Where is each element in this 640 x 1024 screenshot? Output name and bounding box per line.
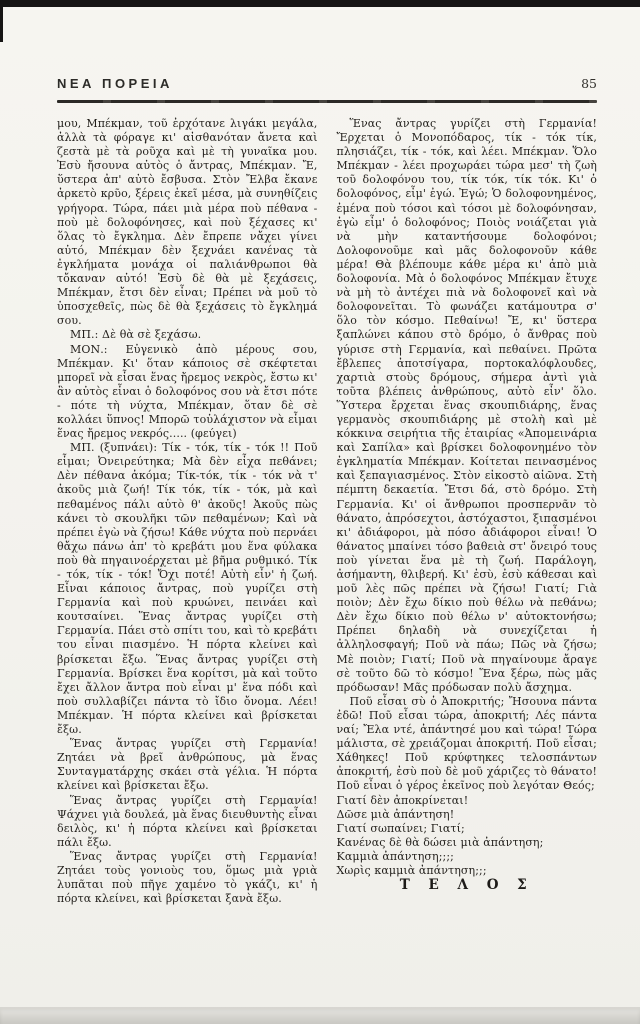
paragraph: Ἕνας ἄντρας γυρίζει στὴ Γερμανία! Ἔρχεται ὁ Μονοπόδαρος, τίκ - τόκ τίκ, πλησιάζει, τίκ - τόκ, καὶ λέει. Μπέκμαν. Ὅλο Μπέκμαν - λέει προχωράει τώρα μεσ' τὴ ζωὴ τοῦ δολοφόνου του, τίκ τόκ, τίκ τόκ. Κι' ὁ δολοφόνος, εἶμ' ἐγώ. Ἐγώ; Ὁ δολοφονημένος, ἐμένα ποὺ τόσοι καὶ τόσοι μὲ δολοφόνησαν, ἐγὼ εἶμ' ὁ δολοφόνος; Ποιὸς νοιάζεται γιὰ νὰ μὴν καταντήσουμε δολοφόνοι; Δολοφονοῦμε καὶ μᾶς δολοφονοῦν κάθε μέρα! Θὰ βλέπουμε κάθε μέρα κι' ἀπὸ μιὰ δολοφονία. Μὰ ὁ δολοφόνος Μπέκμαν ἔτυχε νὰ μὴ τὸ ἀντέχει πιὰ νὰ δολοφονεῖ καὶ νὰ δολοφονεῖται. Τὸ φωνάζει κατάμουτρα σ' ὅλο τὸν κόσμο. Πεθαίνω! Ἔ, κι' ὕστερα ξαπλώνει κάπου στὸ δρόμο, ὁ ἄνθρας ποὺ γύρισε στὴ Γερμανία, καὶ πεθαίνει. Πρῶτα ἔβλεπες ἀποτσίγαρα, πορτοκαλόφλουδες, χαρτιὰ στοὺς δρόμους, σήμερα ἀντὶ γιὰ τοῦτα βλέπεις ἀνθρώπους, αὐτὸ εἶν' ὅλο. Ὕστερα ἔρχεται ἕνας σκουπιδιάρης, ἕνας γερμανὸς σκουπιδιάρης μὲ στολὴ καὶ μὲ κόκκινα σειρήτια τῆς ἑταιρίας «Ἀπομεινάρια καὶ Σαπίλα» καὶ βρίσκει δολοφονημένο τὸν ἐγκληματία Μπέκμαν. Κοίτεται πεινασμένος καὶ ξεπαγιασμένος. Στὸν εἰκοστὸ αἰῶνα. Στὴ πέμπτη δεκαετία. Ἔτσι δά, στὸ δρόμο. Στὴ Γερμανία. Κι' οἱ ἄνθρωποι προσπερνᾶν τὸ θάνατο, ἀπρόσεχτοι, ἀστόχαστοι, ξιπασμένοι κι' ἀδιάφοροι, μὰ πόσο ἀδιάφοροι εἶναι! Ὁ θάνατος μπαίνει τόσο βαθειὰ στ' ὄνειρό τους ποὺ γίνεται ἕνα μὲ τὴ ζωή. Παράλογη, ἀσήμαντη, θλιβερή. Κι' ἐσὺ, ἐσὺ κάθεσαι καὶ μοῦ λὲς πῶς πρέπει νὰ ζήσω! Γιατί; Γιὰ ποιὸν; Δὲν ἔχω δίκιο ποὺ θέλω νὰ πεθάνω; Δὲν ἔχω δίκιο ποὺ θέλω ν' αὐτοκτονήσω; Πρέπει δηλαδὴ νὰ συνεχίζεται ἡ ἀλληλοσφαγή; Ποῦ νὰ πάω; Πῶς νὰ ζήσω; Μὲ ποιὸν; Γιατί; Ποῦ νὰ πηγαίνουμε ἄραγε σὲ τοῦτο δῶ τὸ κόσμο! Ἕνα ξέρω, πὼς μᾶς πρόδωσαν! Μᾶς πρόδωσαν πολὺ ἄσχημα.	[336, 117, 597, 694]
line: Γιατί σωπαίνει; Γιατί;	[336, 821, 465, 835]
line: Γιατί δὲν ἀποκρίνεται!	[336, 793, 469, 807]
scan-edge-bottom	[0, 1007, 640, 1024]
paragraph: Ἕνας ἄντρας γυρίζει στὴ Γερμανία! Ζητάει τοὺς γονιοὺς του, ὅμως μιὰ γριὰ λυπᾶται ποὺ πῆγε χαμένο τὸ γκάζι, κι' ἡ πόρτα κλείνει, καὶ βρίσκεται ξανὰ ἔξω.	[57, 849, 318, 906]
journal-title: ΝΕΑ ΠΟΡΕΙΑ	[57, 76, 173, 91]
paragraph: Ἕνας ἄντρας γυρίζει στὴ Γερμανία! Ζητάει νὰ βρεῖ ἀνθρώπους, μὰ ἕνας Συνταγματάρχης σκάει στὰ γέλια. Ἡ πόρτα κλείνει καὶ βρίσκεται ἔξω.	[57, 737, 318, 793]
page-header	[57, 76, 597, 91]
line: Χωρὶς καμμιὰ ἀπάντηση;;;	[336, 863, 487, 877]
line: Κανένας δὲ θὰ δώσει μιὰ ἀπάντηση;	[336, 835, 544, 849]
line: Δῶσε μιὰ ἀπάντηση!	[336, 807, 455, 821]
paragraph: μου, Μπέκμαν, τοῦ ἐρχότανε λιγάκι μεγάλα, ἀλλὰ τὰ φόραγε κι' αἰσθανόταν ἄνετα καὶ ζεστὰ μὲ τὰ ροῦχα καὶ μὲ τὴ γυναῖκα μου. Ἐσὺ ἤσουνα αὐτὸς ὁ ἄντρας, Μπέκμαν. Ἔ, ὕστερα ἀπ' αὐτὸ ἔσβυσα. Στὸν Ἔλβα ἔκανε ἀρκετὸ κρῦο, ξέρεις ἐκεῖ μέσα, μὰ συνηθίζεις γρήγορα. Τώρα, πάει μιὰ μέρα ποὺ πέθανα - ποὺ μὲ δολοφόνησες, καὶ ποὺ ξέχασες κι' ὅλας τὸ ἔγκλημα. Δὲν ἔπρεπε νἄχει γίνει αὐτό, Μπέκμαν δὲν ξεχνάει κανένας τὰ ἐγκλήματα μονάχα οἱ παλιάνθρωποι θὰ τὄκαναν αὐτό! Ἐσὺ δὲ θὰ μὲ ξεχάσεις, Μπέκμαν, ἔτσι δὲν εἶναι; Πρέπει νὰ μοῦ τὸ ὑποσχεθεῖς, πὼς δὲ θὰ ξεχάσεις τὸ ἔγκλημά σου.	[57, 117, 318, 328]
header-rule	[57, 100, 597, 103]
text-columns	[57, 117, 597, 906]
paragraph-dialogue-mp: ΜΠ.: Δὲ θὰ σὲ ξεχάσω.	[70, 328, 202, 342]
paragraph-dialogue-mp: ΜΠ. (ξυπνάει): Τίκ - τόκ, τίκ - τόκ !! Ποῦ εἶμαι; Ὀνειρεύτηκα; Μὰ δὲν εἶχα πεθάνει; Δὲν πέθανα ἀκόμα; Τίκ-τόκ, τίκ - τόκ νὰ τ' ἀκοῦς μιὰ ζωή! Τίκ τόκ, τίκ - τόκ, μὰ καὶ πεθαμένος πάλι αὐτὸ θ' ἀκοῦς! Ἀκοῦς πὼς κάνει τὸ σκουλῆκι τῶν πεθαμένων; Καὶ νὰ πρέπει ἐγὼ νὰ ζήσω! Κάθε νύχτα ποὺ περνάει θἄχω πάνω ἀπ' τὸ κρεβάτι μου ἕνα φύλακα ποὺ θὰ πηγαινοέρχεται μὲ βῆμα ρυθμικό. Τίκ - τόκ, τίκ - τόκ! Ὄχι ποτέ! Αὐτὴ εἶν' ἡ ζωή. Εἶναι κάποιος ἄντρας, ποὺ γυρίζει στὴ Γερμανία καὶ ποὺ κρυώνει, πεινάει καὶ κουτσαίνει. Ἕνας ἄντρας γυρίζει στὴ Γερμανία. Πάει στὸ σπίτι του, καὶ τὸ κρεβάτι του εἶναι πιασμένο. Ἡ πόρτα κλείνει καὶ βρίσκεται ἔξω. Ἕνας ἄντρας γυρίζει στὴ Γερμανία. Βρίσκει ἕνα κορίτσι, μὰ καὶ τοῦτο ἔχει ἄλλον ἄντρα ποὺ εἶναι μ' ἕνα πόδι καὶ ποὺ συλλαβίζει πάντα τὸ ἴδιο ὄνομα. Λέει! Μπέκμαν. Ἡ πόρτα κλείνει καὶ βρίσκεται ἔξω.	[57, 441, 318, 737]
text-column-left	[57, 117, 318, 906]
page-number: 85	[581, 76, 597, 91]
paragraph: Ἕνας ἄντρας γυρίζει στὴ Γερμανία! Ψάχνει γιὰ δουλεά, μὰ ἕνας διευθυντὴς εἶναι δειλὸς, κι' ἡ πόρτα κλείνει καὶ βρίσκεται πάλι ἔξω.	[57, 793, 318, 849]
text-column-right	[337, 117, 598, 906]
paragraph: Ποῦ εἶσαι σὺ ὁ Ἀποκριτής; Ἤσουνα πάντα ἐδῶ! Ποῦ εἶσαι τώρα, ἀποκριτή; Λές πάντα ναί; Ἔλα ντέ, ἀπάντησέ μου καὶ τώρα! Τώρα μάλιστα, σὲ χρειάζομαι ἀποκριτή. Ποῦ εἶσαι; Χάθηκες! Ποῦ κρύφτηκες τελοσπάντων ἀποκριτή, ἐσὺ ποὺ δὲ μοῦ χάριζες τὸ θάνατο! Ποῦ εἶναι ὁ γέρος ἐκεῖνος ποὺ λεγόταν Θεός;	[336, 694, 597, 793]
line: Καμμιὰ ἀπάντηση;;;;	[336, 849, 454, 863]
paragraph-dialogue-mon: ΜΟΝ.: Εὐγενικὸ ἀπὸ μέρους σου, Μπέκμαν. Κι' ὅταν κάποιος σὲ σκέφτεται μπορεῖ νὰ εἶσαι ἕνας ἤρεμος νεκρὸς, ἔστω κι' ἂν αὐτὸς εἶναι ὁ δολοφόνος σου νὰ ἔτσι πότε - πότε τὴ νύχτα, Μπέκμαν, ὅταν δὲ σὲ κολλάει ὕπνος! Μπορῶ τοὐλάχιστον νὰ εἶμαι ἕνας ἤρεμος νεκρός..... (φεύγει)	[57, 342, 318, 441]
end-mark: Τ Ε Λ Ο Σ	[399, 877, 534, 894]
scan-edge-left	[0, 0, 3, 42]
scan-edge-top	[0, 0, 640, 7]
